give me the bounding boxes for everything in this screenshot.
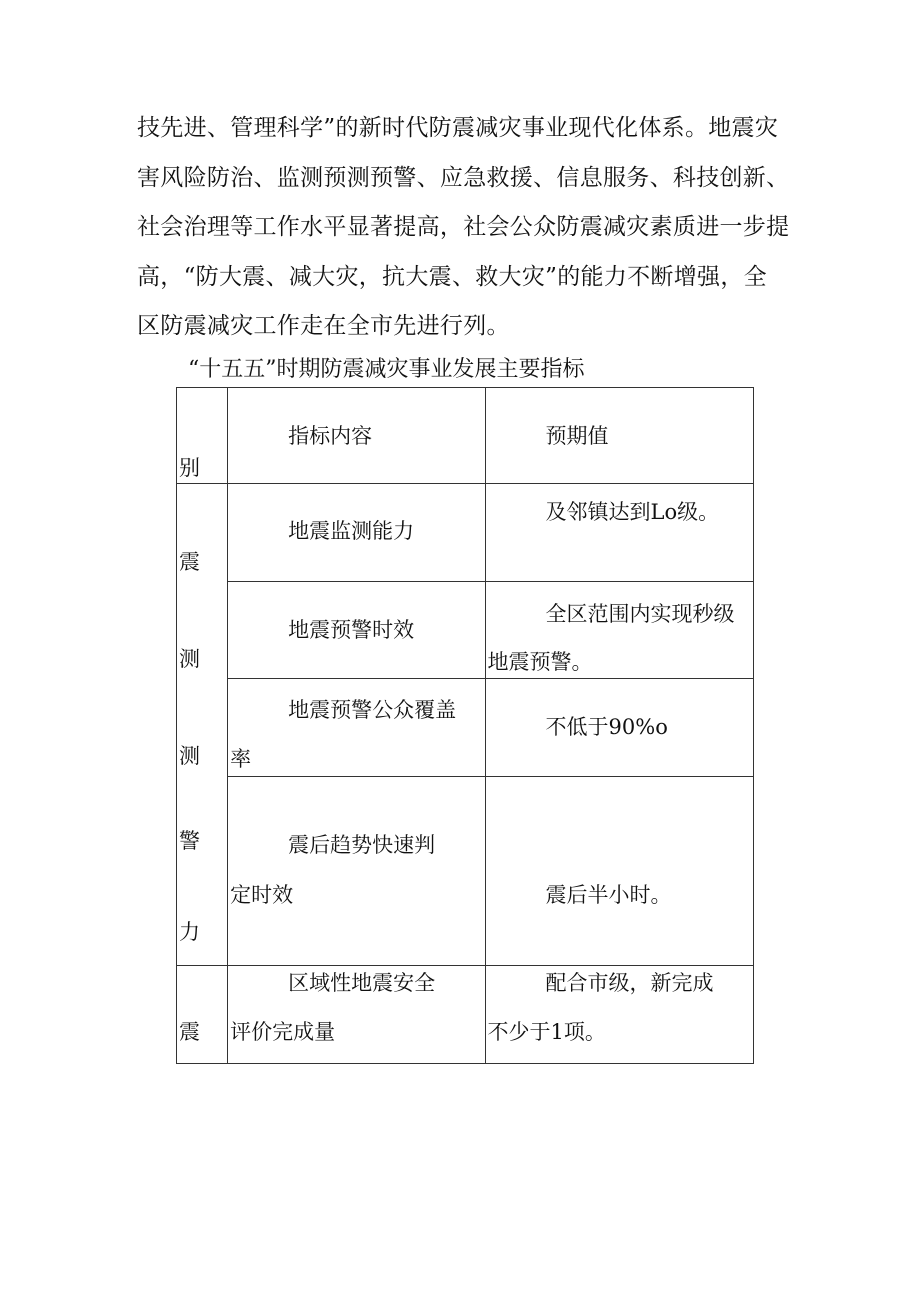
paragraph-line: 技先进、管理科学”的新时代防震减灾事业现代化体系。地震灾 [137,115,779,141]
table-row [177,679,754,777]
indicator-text: 地震监测能力 [288,519,415,543]
paragraph-line: 害风险防治、监测预测预警、应急救援、信息服务、科技创新、 [137,164,790,191]
paragraph-line: 社会治理等工作水平显著提高，社会公众防震减灾素质进一步提 [137,214,790,240]
indicator-cell [228,679,485,777]
category-char: 测 [179,744,200,768]
indicator-cell [228,484,485,582]
indicator-text: 震后趋势快速判 [288,833,436,857]
body-paragraph [137,104,797,352]
indicator-text: 定时效 [230,883,294,907]
category-cell-monitoring [177,484,228,966]
expected-text: 配合市级，新完成 [545,971,714,995]
expected-text: 及邻镇达到Lo级。 [545,500,720,524]
expected-cell [485,582,753,679]
expected-text: 全区范围内实现秒级 [545,602,735,626]
indicator-cell [228,966,485,1064]
category-char: 测 [179,647,200,671]
category-char: 力 [179,920,200,944]
expected-cell [485,966,753,1064]
indicator-text: 评价完成量 [230,1020,336,1044]
category-char: 警 [179,829,200,853]
category-vertical-text [177,538,227,957]
indicator-table [176,387,754,1064]
table-row [177,582,754,679]
expected-text: 不少于1项。 [487,1020,606,1044]
indicator-cell [228,777,485,966]
header-indicator-cell [228,388,485,484]
expected-text: 不低于90%o [545,715,668,739]
header-category: 别 [179,456,200,480]
expected-cell [485,484,753,582]
category-char: 震 [179,550,200,574]
indicator-text: 区域性地震安全 [288,971,436,995]
header-category-cell [177,388,228,484]
indicator-text: 地震预警公众覆盖 [288,698,457,722]
category-cell-safety [177,966,228,1064]
header-expected: 预期值 [545,424,609,448]
indicator-text: 地震预警时效 [288,618,415,642]
table-caption: “十五五”时期防震减灾事业发展主要指标 [188,357,585,382]
expected-text: 地震预警。 [487,650,593,674]
table-row [177,484,754,582]
expected-text: 震后半小时。 [545,883,672,907]
table-row [177,777,754,966]
indicator-text: 率 [230,747,252,771]
table-header-row [177,388,754,484]
expected-cell [485,777,753,966]
table-row [177,966,754,1064]
paragraph-line: 高，“防大震、减大灾，抗大震、救大灾”的能力不断增强，全 [137,263,767,290]
header-indicator: 指标内容 [288,424,373,448]
indicator-cell [228,582,485,679]
expected-cell [485,679,753,777]
paragraph-line: 区防震减灾工作走在全市先进行列。 [137,313,510,339]
header-expected-cell [485,388,753,484]
category-char: 震 [179,1020,200,1044]
